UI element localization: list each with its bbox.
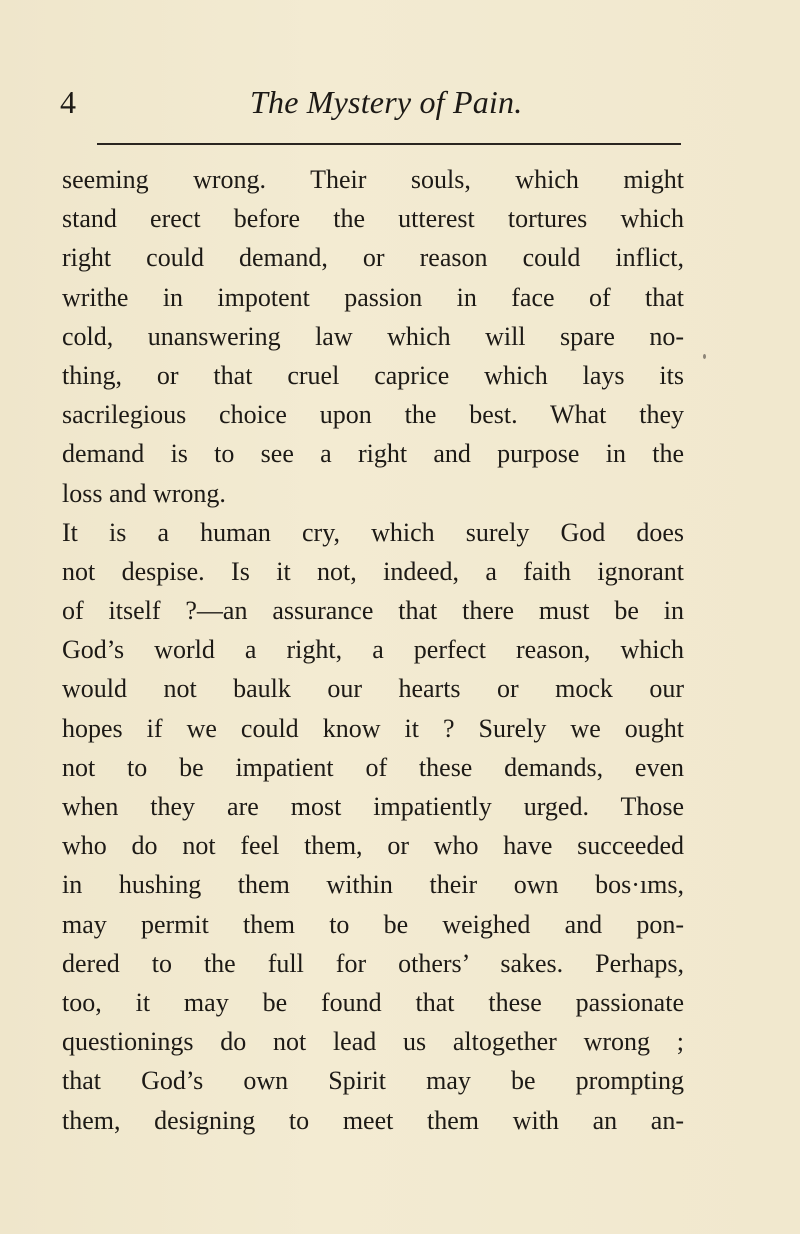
text-line: thing, or that cruel caprice which lays its [62,360,684,390]
text-line: sacrilegious choice upon the best. What they [62,400,684,430]
text-line: stand erect before the utterest tortures which [62,204,684,234]
text-line: them, designing to meet them with an an- [62,1105,684,1135]
text-line: would not baulk our hearts or mock our [62,674,684,704]
text-line: seeming wrong. Their souls, which might [62,165,684,194]
header-rule [97,143,681,145]
text-line: questionings do not lead us altogether wrong ; [62,1027,684,1057]
text-line: loss and wrong. [62,478,226,508]
paper-speck [703,354,706,359]
text-line: cold, unanswering law which will spare no- [62,321,684,351]
text-line: in hushing them within their own bos·ıms, [62,870,684,900]
text-line: hopes if we could know it ? Surely we ought [62,713,684,743]
running-title: The Mystery of Pain. [250,84,523,120]
text-line: dered to the full for others’ sakes. Perhaps, [62,948,684,978]
text-line: God’s world a right, a perfect reason, which [62,635,684,665]
text-line: not despise. Is it not, indeed, a faith ignorant [62,556,684,586]
text-line: It is a human cry, which surely God does [62,517,684,547]
text-line: not to be impatient of these demands, even [62,752,684,782]
running-head [60,82,680,122]
page-number: 4 [60,84,76,120]
body-text [62,160,684,1140]
text-line: who do not feel them, or who have succeeded [62,831,684,861]
text-line: may permit them to be weighed and pon- [62,909,684,939]
text-line: writhe in impotent passion in face of that [62,282,684,312]
text-line: when they are most impatiently urged. Those [62,792,684,821]
text-line: too, it may be found that these passionate [62,987,684,1017]
text-line: of itself ?—an assurance that there must be in [62,596,684,626]
text-line: right could demand, or reason could inflict, [62,243,684,273]
text-line: demand is to see a right and purpose in the [62,439,684,469]
text-line: that God’s own Spirit may be prompting [62,1066,684,1096]
